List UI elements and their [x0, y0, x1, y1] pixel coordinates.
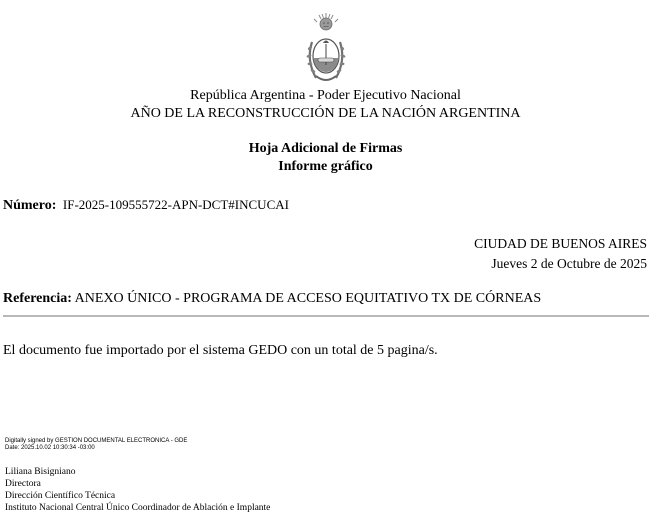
location-city: CIUDAD DE BUENOS AIRES [474, 236, 647, 251]
document-title: Hoja Adicional de Firmas [248, 141, 403, 156]
digital-signature-date: Date: 2025.10.02 10:30:34 -03:00 [5, 445, 95, 451]
document-number [3, 197, 289, 214]
document-number-value: IF-2025-109555722-APN-DCT#INCUCAI [62, 197, 289, 212]
signer-institution: Instituto Nacional Central Único Coordinador de Ablación e Implante [5, 503, 271, 513]
signer-department: Dirección Científico Técnica [5, 491, 116, 501]
header-line-2: AÑO DE LA RECONSTRUCCIÓN DE LA NACIÓN ARGENTINA [130, 106, 521, 121]
signer-name: Liliana Bisigniano [5, 467, 76, 477]
header-line-1: República Argentina - Poder Ejecutivo Nacional [190, 88, 461, 103]
body-text: El documento fue importado por el sistema GEDO con un total de 5 pagina/s. [3, 343, 438, 358]
document-date: Jueves 2 de Octubre de 2025 [491, 256, 647, 271]
horizontal-divider [3, 315, 649, 317]
document-number-label: Número: [3, 198, 57, 213]
document-subtitle: Informe gráfico [278, 159, 373, 174]
digital-signature-signed-by: Digitally signed by GESTION DOCUMENTAL ELECTRONICA - GDE [5, 438, 188, 444]
reference-value: ANEXO ÚNICO - PROGRAMA DE ACCESO EQUITATIVO TX DE CÓRNEAS [74, 291, 542, 306]
reference-label: Referencia: [3, 291, 72, 306]
reference [3, 291, 541, 307]
signer-role: Directora [5, 479, 41, 489]
coat-of-arms-icon [302, 12, 350, 88]
